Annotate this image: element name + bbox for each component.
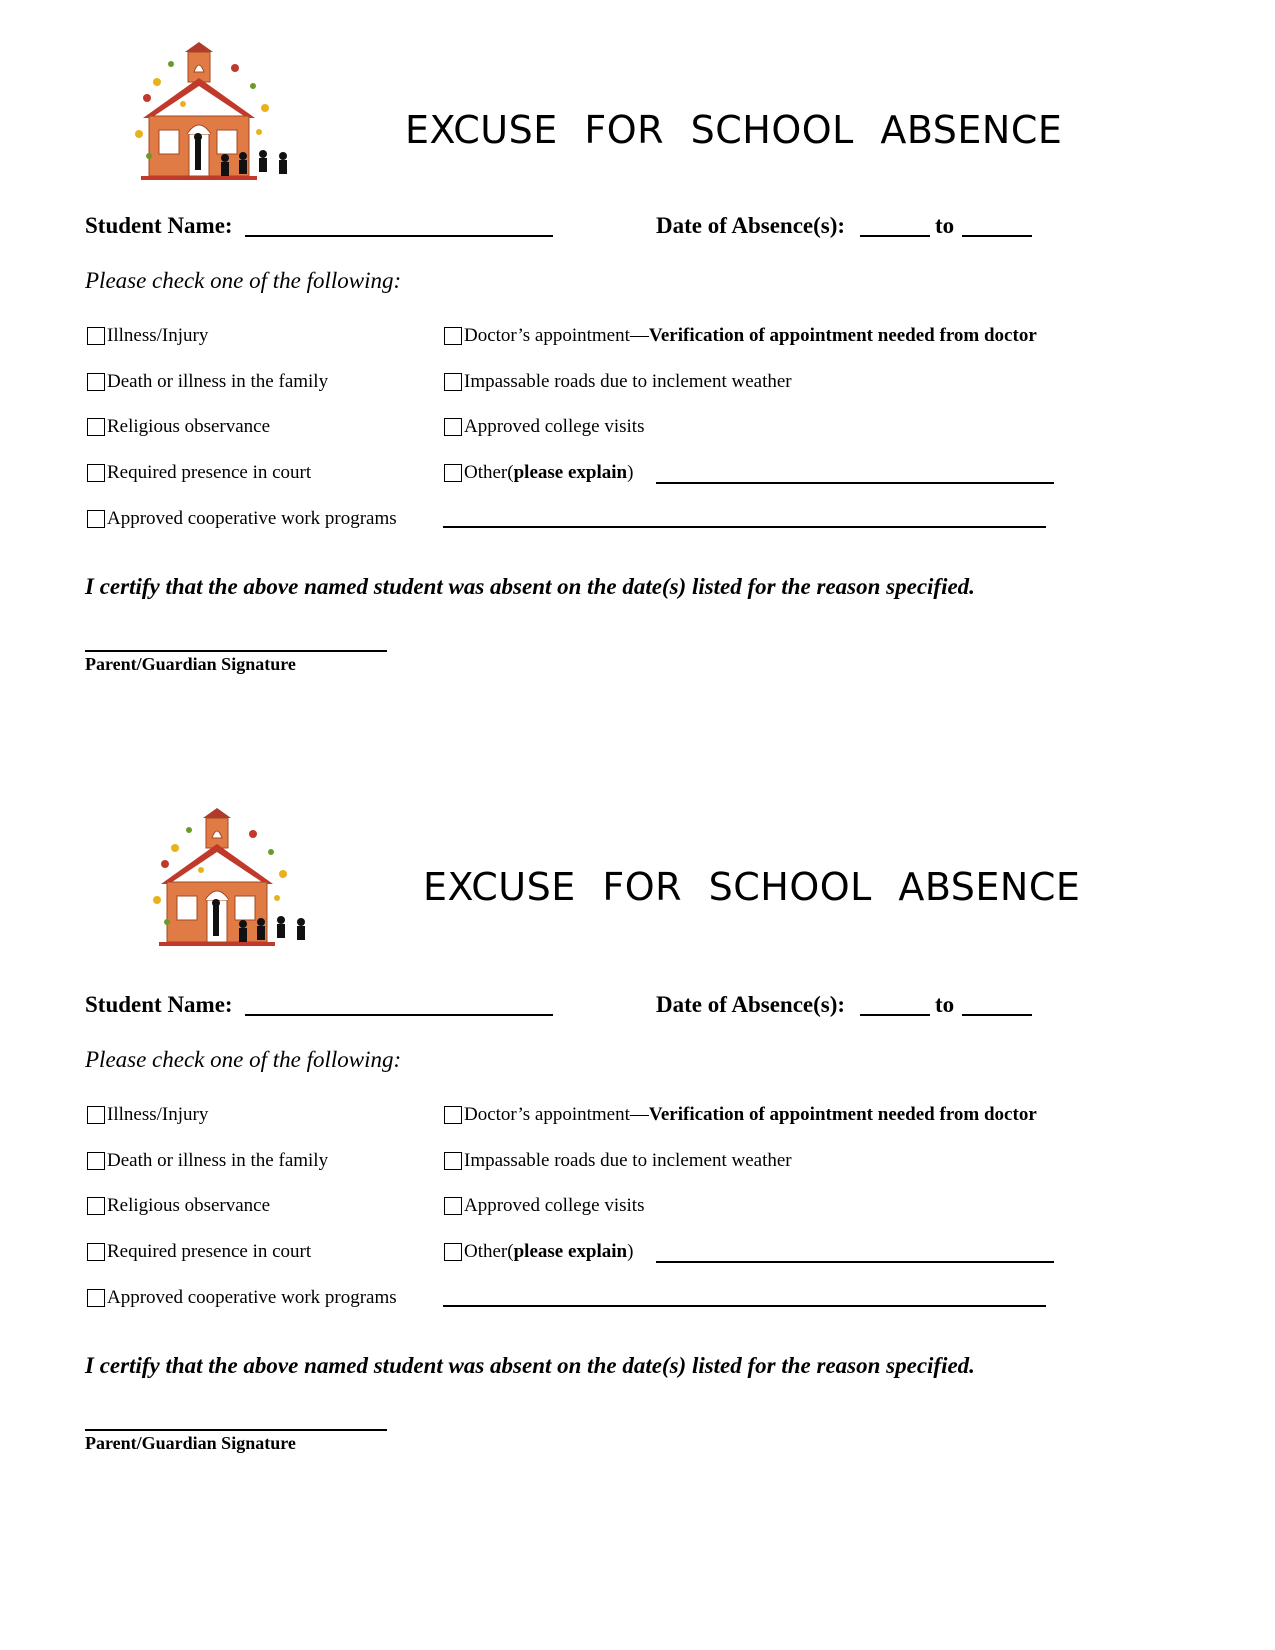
option-label: Doctor’s appointment— [464, 325, 649, 346]
checkbox[interactable] [444, 418, 462, 436]
to-label: to [935, 992, 955, 1017]
checkbox[interactable] [444, 1197, 462, 1215]
option-label: Doctor’s appointment— [464, 1104, 649, 1125]
paren-close: ) [627, 462, 634, 483]
option-illness[interactable] [87, 1103, 208, 1127]
checkbox[interactable] [444, 327, 462, 345]
other-explain-line-2[interactable] [443, 526, 1046, 528]
form-title: EXCUSE FOR SCHOOL ABSENCE [405, 108, 1063, 152]
option-label: Other [464, 462, 508, 483]
date-absence-label: Date of Absence(s): [656, 213, 846, 238]
doctor-note: Verification of appointment needed from doctor [648, 325, 1037, 346]
option-label: Illness/Injury [107, 325, 209, 346]
date-to-line[interactable] [962, 235, 1032, 237]
checkbox[interactable] [444, 1152, 462, 1170]
form-title: EXCUSE FOR SCHOOL ABSENCE [423, 865, 1081, 909]
option-work-programs[interactable] [87, 507, 397, 531]
option-label: Approved college visits [464, 416, 645, 437]
option-roads[interactable] [444, 370, 792, 394]
checkbox[interactable] [87, 373, 105, 391]
absence-form-1 [0, 0, 1275, 700]
other-note: please explain [513, 1241, 628, 1262]
checkbox[interactable] [87, 464, 105, 482]
option-label: Approved cooperative work programs [107, 1287, 397, 1308]
other-note: please explain [513, 462, 628, 483]
checkbox[interactable] [87, 1106, 105, 1124]
checkbox[interactable] [444, 1243, 462, 1261]
paren-close: ) [627, 1241, 634, 1262]
option-label: Approved college visits [464, 1195, 645, 1216]
option-death-illness-family[interactable] [87, 370, 328, 394]
option-court[interactable] [87, 461, 311, 485]
option-label: Religious observance [107, 1195, 271, 1216]
option-other[interactable] [444, 1240, 633, 1264]
option-college[interactable] [444, 1194, 644, 1218]
student-name-line[interactable] [245, 235, 553, 237]
option-illness[interactable] [87, 324, 208, 348]
option-label: Required presence in court [107, 1241, 312, 1262]
option-label: Religious observance [107, 416, 271, 437]
paren-open: ( [507, 462, 514, 483]
option-label: Approved cooperative work programs [107, 508, 397, 529]
option-label: Impassable roads due to inclement weather [464, 371, 792, 392]
option-other[interactable] [444, 461, 633, 485]
checkbox[interactable] [444, 464, 462, 482]
option-religious[interactable] [87, 1194, 270, 1218]
date-from-line[interactable] [860, 235, 930, 237]
to-label: to [935, 213, 955, 238]
option-doctor[interactable] [444, 1103, 1037, 1127]
checkbox[interactable] [87, 1197, 105, 1215]
doctor-note: Verification of appointment needed from doctor [648, 1104, 1037, 1125]
paren-open: ( [507, 1241, 514, 1262]
checkbox[interactable] [87, 418, 105, 436]
option-label: Other [464, 1241, 508, 1262]
option-label: Required presence in court [107, 462, 312, 483]
student-name-label: Student Name: [85, 213, 233, 238]
signature-line[interactable] [85, 1429, 387, 1431]
checkbox[interactable] [444, 1106, 462, 1124]
instruction-text: Please check one of the following: [85, 1047, 402, 1072]
option-doctor[interactable] [444, 324, 1037, 348]
option-work-programs[interactable] [87, 1286, 397, 1310]
option-religious[interactable] [87, 415, 270, 439]
checkbox[interactable] [87, 327, 105, 345]
checkbox[interactable] [87, 1243, 105, 1261]
student-name-label: Student Name: [85, 992, 233, 1017]
other-explain-line-2[interactable] [443, 1305, 1046, 1307]
certify-statement: I certify that the above named student was absent on the date(s) listed for the reason specified. [85, 1353, 975, 1378]
checkbox[interactable] [87, 510, 105, 528]
signature-label: Parent/Guardian Signature [85, 1433, 296, 1453]
option-label: Impassable roads due to inclement weather [464, 1150, 792, 1171]
certify-statement: I certify that the above named student was absent on the date(s) listed for the reason specified. [85, 574, 975, 599]
checkbox[interactable] [444, 373, 462, 391]
option-roads[interactable] [444, 1149, 792, 1173]
signature-label: Parent/Guardian Signature [85, 654, 296, 674]
instruction-text: Please check one of the following: [85, 268, 402, 293]
schoolhouse-logo [153, 804, 323, 954]
absence-form-2 [0, 820, 1275, 1520]
checkbox[interactable] [87, 1152, 105, 1170]
student-name-line[interactable] [245, 1014, 553, 1016]
other-explain-line-1[interactable] [656, 482, 1054, 484]
option-label: Illness/Injury [107, 1104, 209, 1125]
option-label: Death or illness in the family [107, 1150, 329, 1171]
checkbox[interactable] [87, 1289, 105, 1307]
option-college[interactable] [444, 415, 644, 439]
option-label: Death or illness in the family [107, 371, 329, 392]
other-explain-line-1[interactable] [656, 1261, 1054, 1263]
signature-line[interactable] [85, 650, 387, 652]
option-court[interactable] [87, 1240, 311, 1264]
date-to-line[interactable] [962, 1014, 1032, 1016]
schoolhouse-logo [135, 38, 305, 188]
date-from-line[interactable] [860, 1014, 930, 1016]
option-death-illness-family[interactable] [87, 1149, 328, 1173]
date-absence-label: Date of Absence(s): [656, 992, 846, 1017]
